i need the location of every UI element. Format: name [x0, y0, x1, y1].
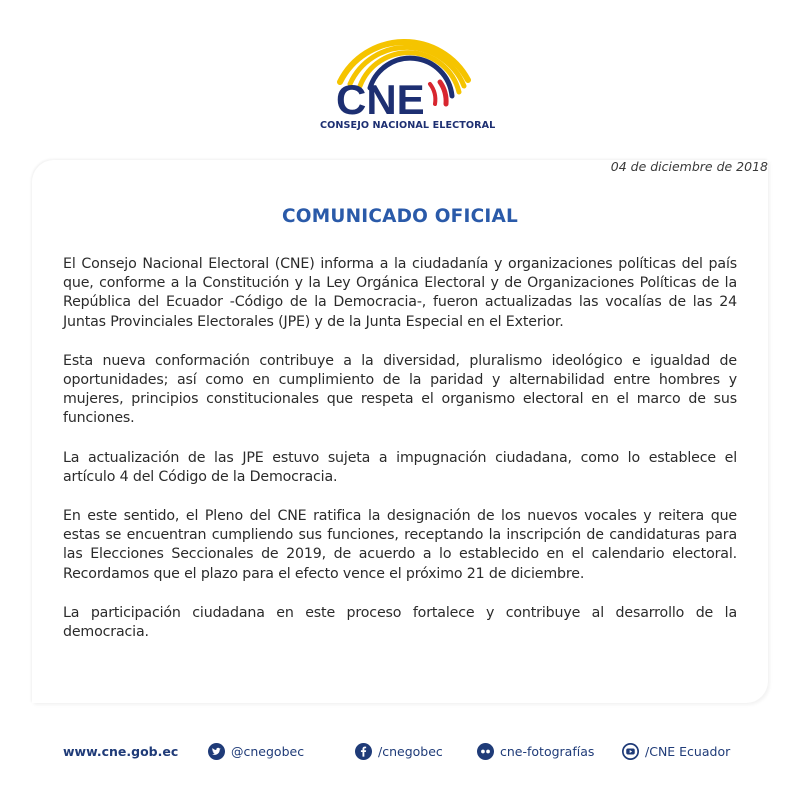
logo-acronym: CNE [336, 76, 425, 122]
youtube-icon [622, 743, 639, 760]
cne-logo-mark [318, 22, 488, 122]
flickr-label: cne-fotografías [500, 743, 595, 759]
logo-name: CONSEJO NACIONAL ELECTORAL [320, 120, 496, 131]
website-label: www.cne.gob.ec [63, 743, 179, 759]
document-date: 04 de diciembre de 2018 [610, 159, 768, 174]
facebook-link[interactable] [355, 738, 443, 764]
footer-links [0, 738, 800, 764]
paragraph-3: La actualización de las JPE estuvo sujeta a impugnación ciudadana, como lo establece el artículo 4 del Código de la Democracia. [63, 449, 737, 485]
paragraph-5: La participación ciudadana en este proceso fortalece y contribuye al desarrollo de la democracia. [63, 604, 737, 641]
website-link[interactable] [63, 738, 178, 764]
flickr-link[interactable] [477, 738, 594, 764]
document-title: COMUNICADO OFICIAL [282, 206, 518, 227]
cne-logo [318, 22, 496, 137]
twitter-label: @cnegobec [231, 743, 305, 759]
youtube-label: /CNE Ecuador [645, 743, 731, 759]
paragraph-2: Esta nueva conformación contribuye a la diversidad, pluralismo ideológico e igualdad de oportunidades; así como en cumplimiento de la paridad y alternabilidad entre hombres y mujeres, principios constitucionales que respeta el organismo electoral en el marco de sus funciones. [63, 352, 737, 427]
twitter-link[interactable] [208, 738, 304, 764]
document-body [63, 255, 737, 662]
facebook-label: /cnegobec [378, 743, 443, 759]
paragraph-4: En este sentido, el Pleno del CNE ratifica la designación de los nuevos vocales y reitera que estas se encuentran cumpliendo sus funciones, receptando la inscripción de candidaturas para las Elecciones Seccionales de 2019, de acuerdo a lo establecido en el calendario electoral. Recordamos que el plazo para el efecto vence el próximo 21 de diciembre. [63, 508, 737, 582]
youtube-link[interactable] [622, 738, 730, 764]
flickr-icon [477, 743, 494, 760]
twitter-icon [208, 743, 225, 760]
facebook-icon [355, 743, 372, 760]
paragraph-1: El Consejo Nacional Electoral (CNE) informa a la ciudadanía y organizaciones políticas del país que, conforme a la Constitución y la Ley Orgánica Electoral y de Organizaciones Políticas de la República del Ecuador -Código de la Democracia-, fueron actualizadas las vocalías de las 24 Juntas Provinciales Electorales (JPE) y de la Junta Especial en el Exterior. [63, 256, 737, 330]
